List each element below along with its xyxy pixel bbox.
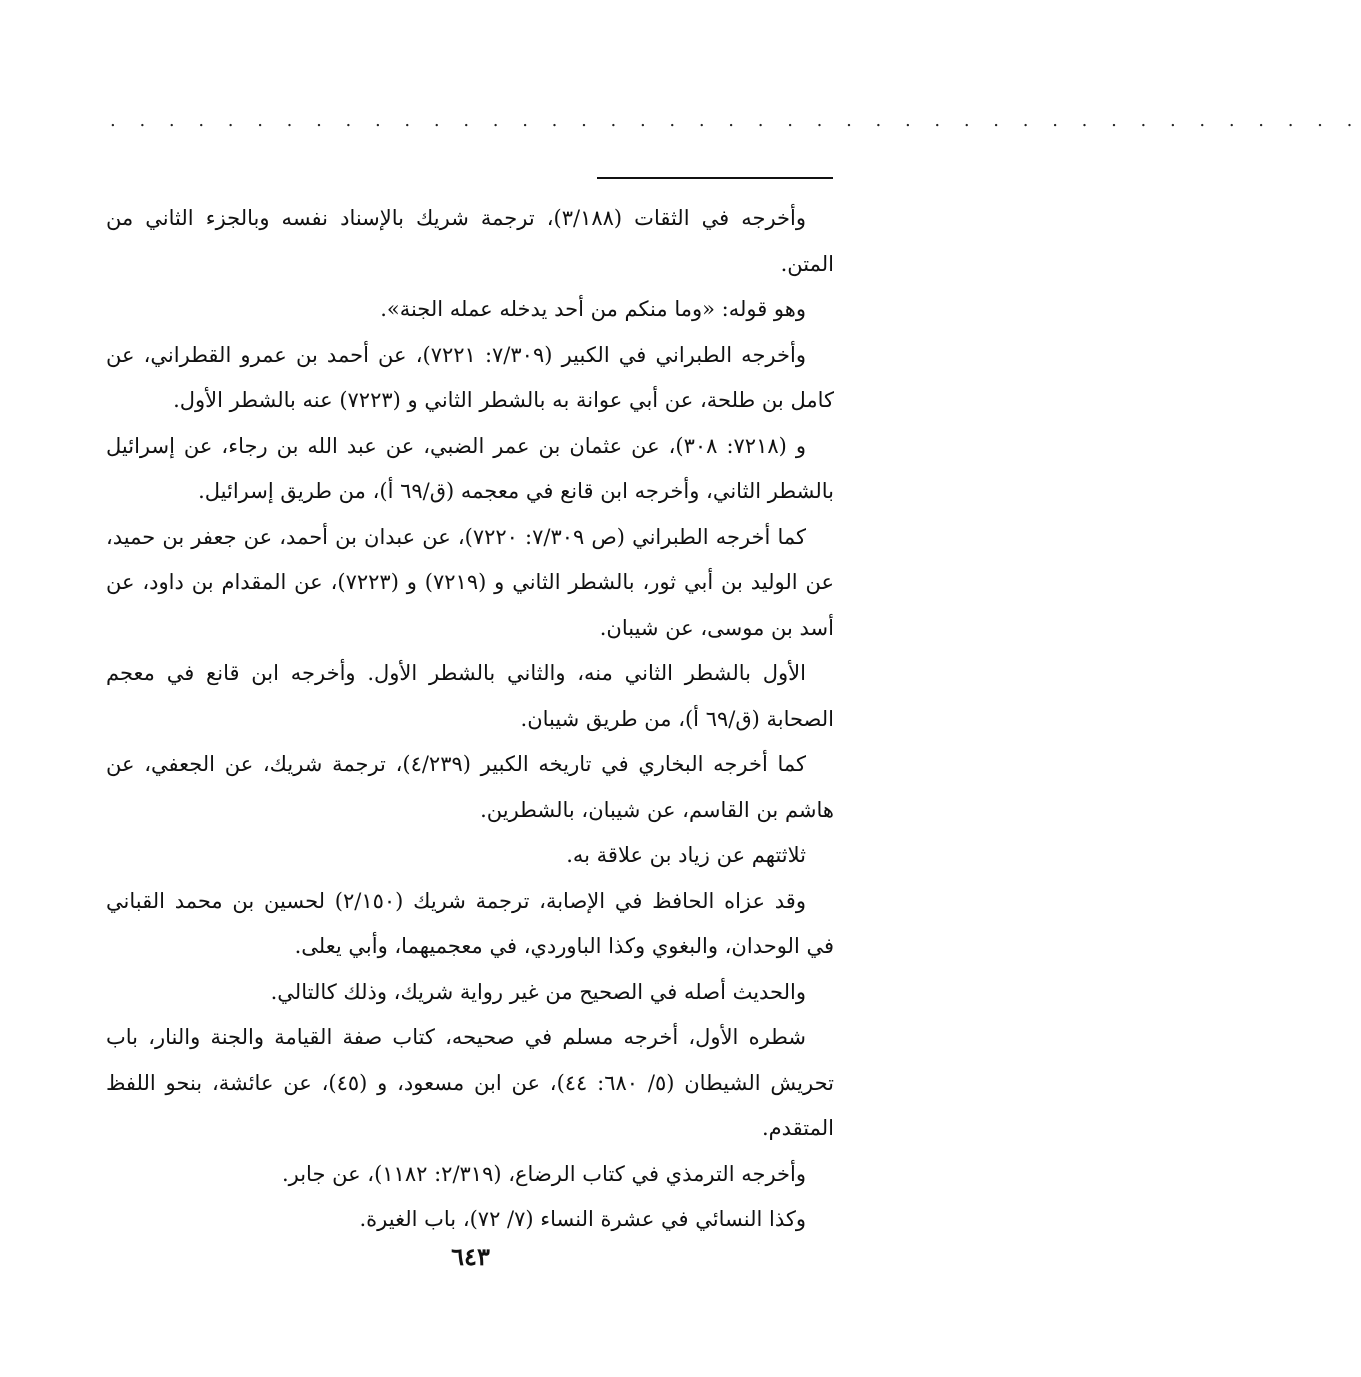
separator-dots: . . . . . . . . . . . . . . . . . . . . . . . . . . . . . . . . . . . . . . . . . . . [110, 110, 1361, 131]
paragraph-11: شطره الأول، أخرجه مسلم في صحيحه، كتاب صفة القيامة والجنة والنار، باب تحريش الشيطان (٥/ ٦٨٠: ٤٤)، عن ابن مسعود، و (٤٥)، عن عائشة، بنحو اللفظ المتقدم. [106, 1025, 834, 1140]
paragraph-9: وقد عزاه الحافظ في الإصابة، ترجمة شريك (٢/١٥٠) لحسين بن محمد القباني في الوحدان، والبغوي وكذا الباوردي، في معجميهما، وأبي يعلى. [106, 888, 834, 958]
footnote-text [106, 196, 834, 1243]
paragraph-6: الأول بالشطر الثاني منه، والثاني بالشطر الأول. وأخرجه ابن قانع في معجم الصحابة (ق/٦٩ أ)، من طريق شيبان. [106, 661, 834, 731]
paragraph-10: والحديث أصله في الصحيح من غير رواية شريك، وذلك كالتالي. [270, 979, 806, 1004]
paragraph-13: وكذا النسائي في عشرة النساء (٧/ ٧٢)، باب الغيرة. [359, 1207, 806, 1231]
paragraph-12: وأخرجه الترمذي في كتاب الرضاع، (٢/٣١٩: ١١٨٢)، عن جابر. [281, 1161, 806, 1186]
paragraph-5: كما أخرجه الطبراني (ص ٧/٣٠٩: ٧٢٢٠)، عن عبدان بن أحمد، عن جعفر بن حميد، عن الوليد بن أبي ثور، بالشطر الثاني و (٧٢١٩) و (٧٢٢٣)، عن المقدام بن داود، عن أسد بن موسى، عن شيبان. [106, 524, 834, 640]
paragraph-4: و (٧٢١٨: ٣٠٨)، عن عثمان بن عمر الضبي، عن عبد الله بن رجاء، عن إسرائيل بالشطر الثاني، وأخرجه ابن قانع في معجمه (ق/٦٩ أ)، من طريق إسرائيل. [106, 433, 834, 503]
paragraph-8: ثلاثتهم عن زياد بن علاقة به. [566, 843, 806, 867]
paragraph-3: وأخرجه الطبراني في الكبير (٧/٣٠٩: ٧٢٢١)، عن أحمد بن عمرو القطراني، عن كامل بن طلحة، عن أبي عوانة به بالشطر الثاني و (٧٢٢٣) عنه بالشطر الأول. [106, 342, 834, 412]
paragraph-2: وهو قوله: «وما منكم من أحد يدخله عمله الجنة». [380, 297, 806, 321]
paragraph-7: كما أخرجه البخاري في تاريخه الكبير (٤/٢٣٩)، ترجمة شريك، عن الجعفي، عن هاشم بن القاسم، عن شيبان، بالشطرين. [106, 752, 834, 822]
page-number: ٦٤٣ [451, 1242, 490, 1271]
footnote-rule [597, 177, 833, 179]
paragraph-1: وأخرجه في الثقات (٣/١٨٨)، ترجمة شريك بالإسناد نفسه وبالجزء الثاني من المتن. [106, 206, 834, 276]
